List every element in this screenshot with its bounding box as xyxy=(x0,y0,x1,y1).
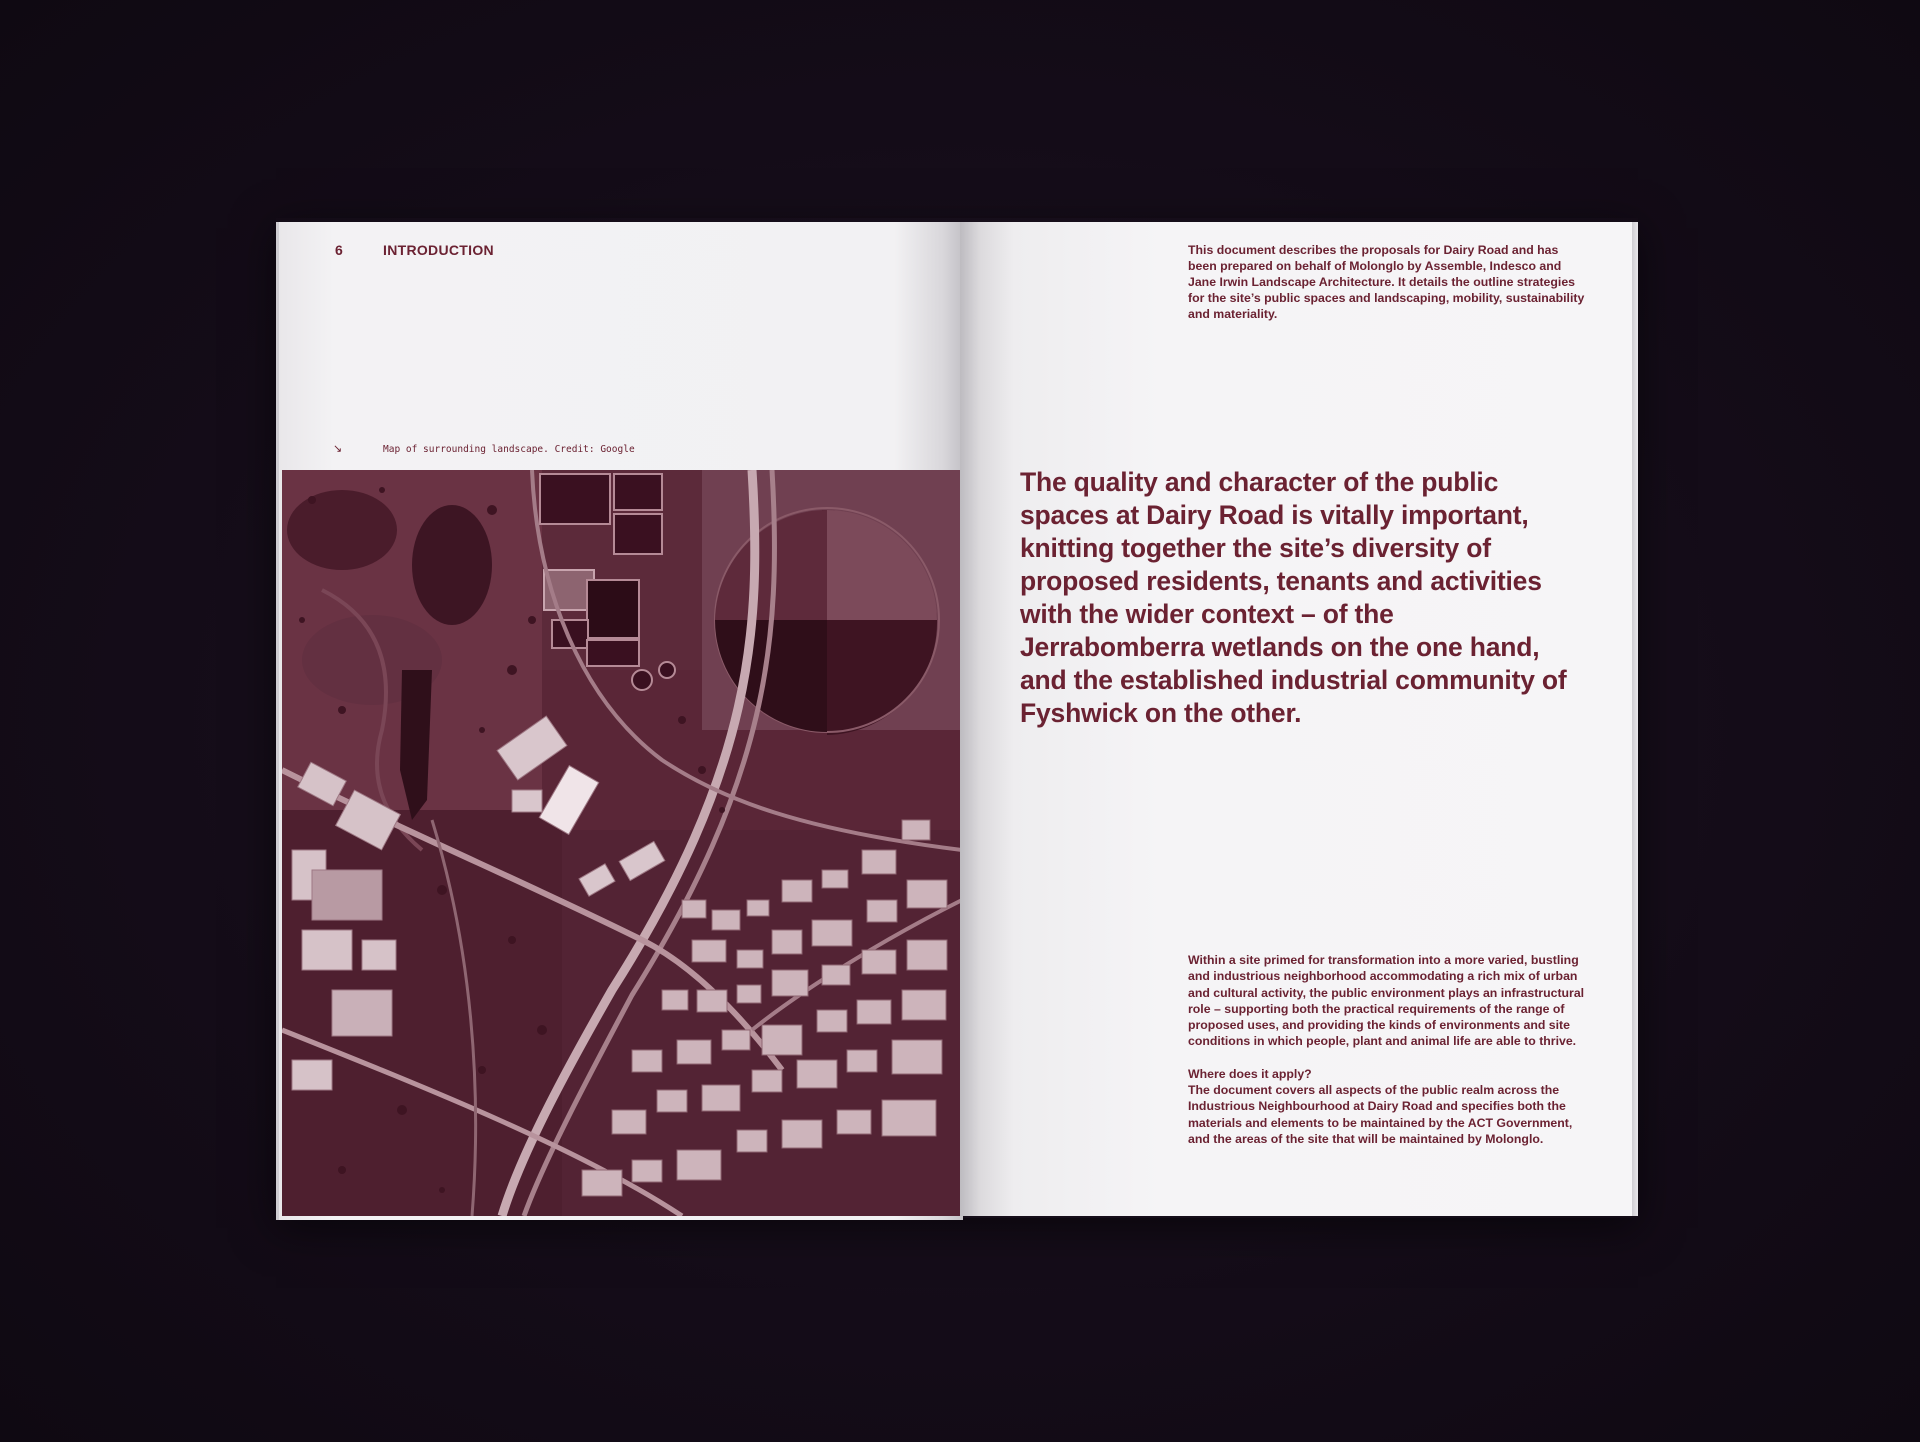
page-number: 6 xyxy=(335,242,344,258)
right-page xyxy=(960,222,1632,1216)
body-paragraph: Within a site primed for transformation into a more varied, bustling and industrious neighborhood accommodating a rich mix of urban and cultural activity, the public environment plays an infrastructural role – supporting both the practical requirements of the range of proposed uses, and providing the kinds of environments and site conditions in which people, plant and animal life are able to thrive. xyxy=(1188,953,1585,1049)
caption-arrow-icon: ↘ xyxy=(333,443,343,455)
pull-quote: The quality and character of the public spaces at Dairy Road is vitally important, knitting together the site’s diversity of proposed residents, tenants and activities with the wider context – of the Jerrabomberra wetlands on the one hand, and the established industrial community of Fyshwick on the other. xyxy=(1020,467,1567,728)
body-text-block xyxy=(1188,952,1588,1147)
section-title: INTRODUCTION xyxy=(383,242,494,258)
map-caption: Map of surrounding landscape. Credit: Google xyxy=(383,444,635,455)
intro-paragraph: This document describes the proposals for Dairy Road and has been prepared on behalf of Molonglo by Assemble, Indesco and Jane Irwin Landscape Architecture. It details the outline strategies for the site’s public spaces and landscaping, mobility, sustainability and materiality. xyxy=(1188,243,1585,321)
left-page xyxy=(276,222,963,1220)
aerial-map-image xyxy=(282,470,962,1216)
page-edge xyxy=(1632,222,1638,1216)
body-paragraph-2: The document covers all aspects of the public realm across the Industrious Neighbourhood at Dairy Road and specifies both the materials and elements to be maintained by the ACT Government, and the areas of the site that will be maintained by Molonglo. xyxy=(1188,1083,1573,1146)
subheading: Where does it apply? xyxy=(1188,1066,1312,1081)
booklet-spread xyxy=(276,218,1638,1218)
paragraph-spacer xyxy=(1188,1050,1588,1066)
aerial-map-graphic xyxy=(282,470,962,1216)
